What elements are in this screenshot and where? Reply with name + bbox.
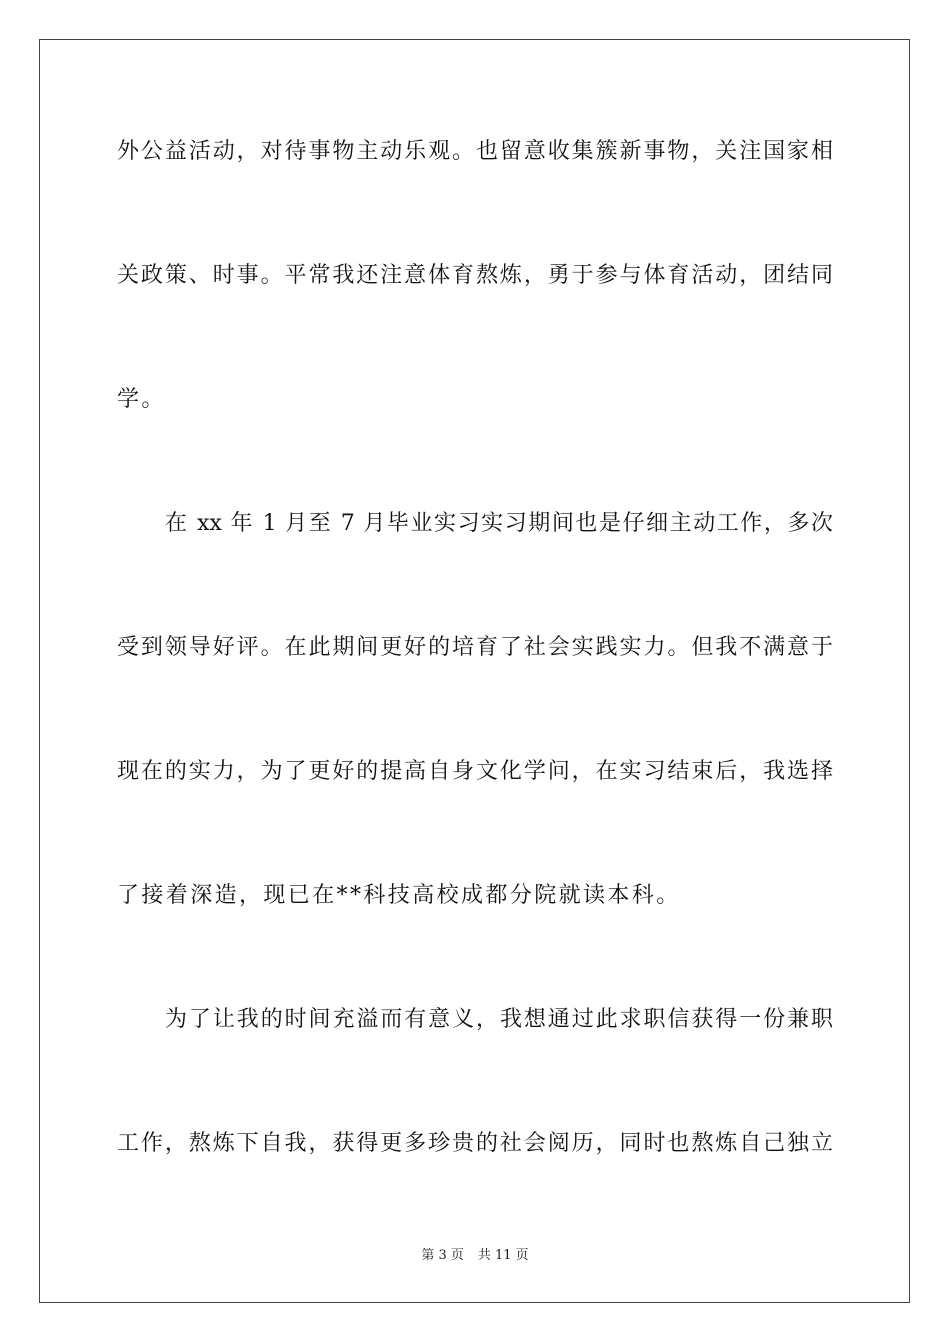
- page-total: 共 11 页: [477, 1248, 529, 1263]
- text-line: 工作，熬炼下自我，获得更多珍贵的社会阅历，同时也熬炼自己独立: [117, 1131, 833, 1156]
- text-line: 现在的实力，为了更好的提高自身文化学问，在实习结束后，我选择: [117, 759, 833, 784]
- page-footer: [0, 1247, 950, 1265]
- paragraph-first-line: 为了让我的时间充溢而有意义，我想通过此求职信获得一份兼职: [165, 1007, 833, 1032]
- text-line: 学。: [117, 387, 166, 412]
- page-number: 第 3 页: [421, 1248, 464, 1263]
- text-line: 关政策、时事。平常我还注意体育熬炼，勇于参与体育活动，团结同: [117, 263, 833, 288]
- page-frame: [39, 39, 910, 1303]
- text-line: 外公益活动，对待事物主动乐观。也留意收集簇新事物，关注国家相: [117, 139, 833, 164]
- text-line: 受到领导好评。在此期间更好的培育了社会实践实力。但我不满意于: [117, 635, 833, 660]
- text-line: 了接着深造，现已在**科技高校成都分院就读本科。: [117, 883, 681, 908]
- paragraph-first-line: 在 xx 年 1 月至 7 月毕业实习实习期间也是仔细主动工作，多次: [165, 511, 833, 536]
